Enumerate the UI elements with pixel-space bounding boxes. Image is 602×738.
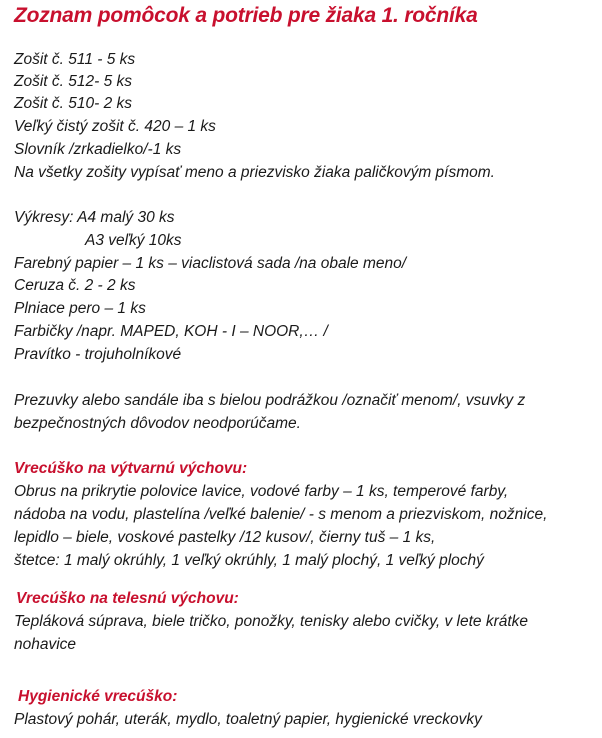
list-item: Zošit č. 512- 5 ks [14,73,133,90]
list-item-vykresy-a4: Výkresy: A4 malý 30 ks [14,209,175,226]
list-item: nohavice [14,636,77,653]
list-item: Zošit č. 510- 2 ks [14,95,133,112]
list-item: štetce: 1 malý okrúhly, 1 veľký okrúhly, 1 malý plochý, 1 veľký plochý [14,552,484,569]
section-heading-pe: Vrecúško na telesnú výchovu: [16,590,239,607]
list-item: Pravítko - trojuholníkové [14,346,182,363]
list-item: Slovník /zrkadielko/-1 ks [14,141,182,158]
list-item: Zošit č. 511 - 5 ks [14,51,136,68]
list-item: Plastový pohár, uterák, mydlo, toaletný papier, hygienické vreckovky [14,711,482,728]
note-text: bezpečnostných dôvodov neodporúčame. [14,415,301,432]
list-item: Plniace pero – 1 ks [14,300,146,317]
note-text: Prezuvky alebo sandále iba s bielou podrážkou /označiť menom/, vsuvky z [14,392,526,409]
list-item: Obrus na prikrytie polovice lavice, vodové farby – 1 ks, temperové farby, [14,483,509,500]
note-text: Na všetky zošity vypísať meno a priezvisko žiaka paličkovým písmom. [14,164,495,181]
section-heading-art: Vrecúško na výtvarnú výchovu: [14,460,248,477]
page-title: Zoznam pomôcok a potrieb pre žiaka 1. ročníka [14,4,478,27]
list-item: Ceruza č. 2 - 2 ks [14,277,136,294]
list-item: Tepláková súprava, biele tričko, ponožky, tenisky alebo cvičky, v lete krátke [14,613,529,630]
list-item: nádoba na vodu, plastelína /veľké balenie/ - s menom a priezviskom, nožnice, [14,506,548,523]
list-item: Farebný papier – 1 ks – viaclistová sada /na obale meno/ [14,255,407,272]
list-item: Farbičky /napr. MAPED, KOH - I – NOOR,… / [14,323,328,340]
list-item-vykresy-a3: A3 veľký 10ks [85,232,182,249]
section-heading-hygiene: Hygienické vrecúško: [18,688,178,705]
list-item: Veľký čistý zošit č. 420 – 1 ks [14,118,216,135]
list-item: lepidlo – biele, voskové pastelky /12 kusov/, čierny tuš – 1 ks, [14,529,436,546]
